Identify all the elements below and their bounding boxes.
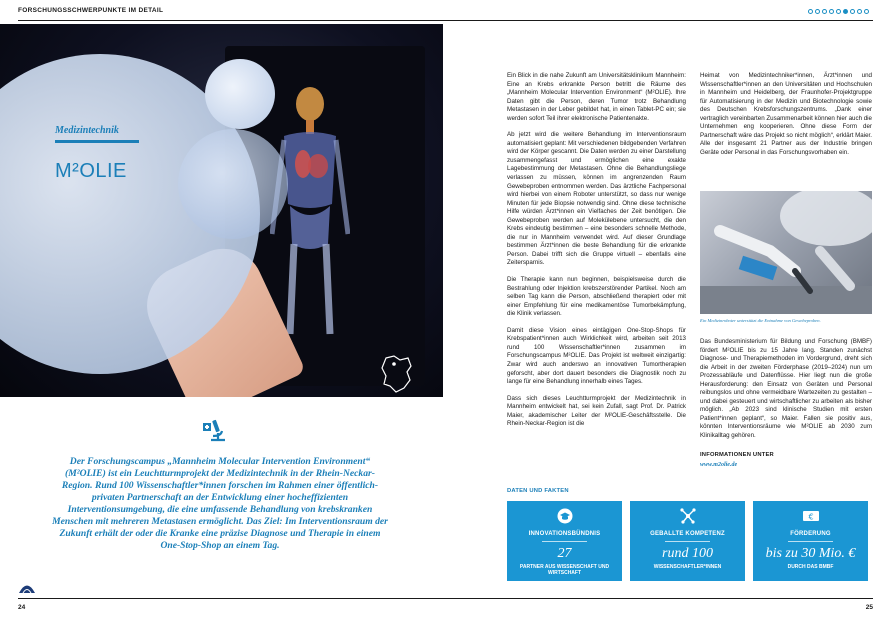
fact-box-partners — [507, 501, 622, 581]
fact-value: bis zu 30 Mio. € — [765, 546, 856, 561]
fact-box-funding — [753, 501, 868, 581]
svg-text:€: € — [807, 512, 814, 522]
page-dot — [864, 9, 869, 14]
decorative-circle — [178, 129, 288, 239]
graduation-cap-icon — [557, 508, 573, 524]
paragraph: Dass sich dieses Leuchtturmprojekt der Medizintechnik in Mannheim entwickelt hat, sei kein Zufall, sagt Prof. Dr. Patrick Maier, akademischer Leiter der M²OLIE-Geschäftsstelle. Die Rhein-Neckar-Region ist die — [507, 394, 686, 428]
region-map-icon — [380, 354, 414, 394]
paragraph: Heimat von Medizintechniker*innen, Ärzt*innen und Wissenschaftler*innen an den Universitäten und Hochschulen in Mannheim und Heidelberg, der Fraunhofer-Projektgruppe für Automatisierung in der Medizin und Biotechnologie sowie des Deutschen Krebsforschungszentrums. „Dank einer vertraglich vereinbarten Zusammenarbeit können hier auch die Unternehmen eng kooperieren. Ohne diese Form der Partnerschaft wäre das Projekt so nicht möglich“, erklärt Maier. Alle der insgesamt 21 Partner aus der Industrie bringen Geräte oder Personal in das Forschungsvorhaben ein. — [700, 72, 872, 156]
decorative-circle — [205, 59, 275, 129]
section-title: FORSCHUNGSSCHWERPUNKTE IM DETAIL — [18, 7, 164, 14]
microscope-icon — [201, 418, 227, 444]
paragraph: Das Bundesministerium für Bildung und Forschung (BMBF) fördert M²OLIE bis zu 15 Jahre lang. Standen zunächst Diagnose- und Therapiemethoden im Vordergrund, dreht sich die Arbeit in der zweiten Förderphase (2019–2024) nun um Prozessabläufe und Datenflüsse. Hier liegt nun die große Herausforderung: den Einsatz von Geräten und Personal reibungslos und ohne vermeidbare Wartezeiten zu gestalten – und dabei gesteuert und wirtschaftlicher zu arbeiten als bisher möglich. „Ab 2023 sind klinische Studien mit ersten Patient*innen geplant“, so Maier. Fallen sie positiv aus, könnten Interventionsräume wie M²OLIE ab 2030 zum Klinikalltag gehören. — [700, 338, 872, 440]
page-dot — [836, 9, 841, 14]
footer-rule — [18, 598, 873, 599]
page-dot-active — [843, 9, 848, 14]
fact-value: 27 — [557, 546, 572, 561]
fact-label: GEBALLTE KOMPETENZ — [650, 531, 725, 537]
network-icon — [680, 508, 696, 524]
page-indicator — [808, 9, 869, 14]
text-column-2 — [700, 72, 872, 165]
anatomy-scan-image — [270, 84, 350, 344]
fact-rule — [542, 541, 587, 542]
page-dot — [857, 9, 862, 14]
page-number-left: 24 — [18, 604, 26, 611]
page-dot — [815, 9, 820, 14]
fact-subtext: DURCH DAS BMBF — [787, 564, 834, 570]
paragraph: Damit diese Vision eines eintägigen One-Stop-Shops für Krebspatient*innen auch Wirklichkeit wird, arbeiten seit 2013 rund 100 Wissenschaftler*innen zusammen im Forschungscampus M²OLIE. Das Projekt ist weltweit einzigartig: Zwar wird auch anderswo an innovativen Tumortherapien geforscht, aber dort dauert besonders die Diagnostik noch zu lange für eine Behandlung innerhalb eines Tages. — [507, 326, 686, 386]
header-rule — [18, 20, 873, 21]
kicker: Medizintechnik — [55, 125, 119, 136]
fact-label: INNOVATIONSBÜNDNIS — [528, 531, 601, 537]
fact-subtext: WISSENSCHAFTLER*INNEN — [653, 564, 722, 570]
kicker-rule — [55, 140, 139, 143]
publisher-logo-icon — [18, 582, 36, 594]
fact-value: rund 100 — [662, 546, 713, 561]
page-dot — [808, 9, 813, 14]
page-dot — [822, 9, 827, 14]
paragraph: Ab jetzt wird die weitere Behandlung im Interventionsraum automatisiert geplant: Mit verschiedenen bildgebenden Verfahren wird der Körper gescannt. Die Daten werden zu einer Darstellung zusammengefasst und ermöglichen eine exakte Lagebestimmung der Metastasen. Ohne die Behandlungsliege verlassen zu müssen, können im angrenzenden Raum Gewebeproben entnommen werden. Das ärztliche Fachpersonal wird hierbei von einem Roboter unterstützt, so dass nur wenige Minuten für jede Biopsie notwendig sind. Ohne diese technische Hilfe würden Ärzt*innen ein Vielfaches der Zeit benötigen. Die Gewebeproben werden auf Molekülebene untersucht, die den Krebs eindeutig bestimmen – eine besonders schnelle Methode, die nur in Mannheim verwendet wird. Auf dieser Grundlage bestimmen Ärzt*innen die beste Behandlung für die erkrankte Person. Dabei trifft sich die Gruppe virtuell – ebenfalls eine Zeitersparnis. — [507, 131, 686, 267]
intro-text: Der Forschungscampus „Mannheim Molecular Intervention Environment“ (M²OLIE) ist ein Leuchtturmprojekt der Medizintechnik in der Rhein-Neckar-Region. Rund 100 Wissenschaftler*innen forschen im Rahmen einer öffentlich-privaten Partnerschaft an der Entwicklung einer hocheffizienten Interventionsumgebung, die eine umfassende Behandlung von krebskranken Menschen mit mehreren Metastasen ermöglicht. Das Ziel: Im Interventionsraum der Zukunft erhält der oder die Kranke eine präzise Diagnose und Therapie in einem One-Stop-Shop an einem Tag. — [52, 456, 388, 551]
info-heading: INFORMATIONEN UNTER — [700, 452, 774, 458]
fact-subtext: PARTNER AUS WISSENSCHAFT UND WIRTSCHAFT — [519, 564, 610, 576]
facts-heading: DATEN UND FAKTEN — [507, 488, 569, 494]
article-title: M²OLIE — [55, 160, 127, 182]
page-number-right: 25 — [865, 604, 873, 611]
text-column-1 — [507, 72, 686, 437]
fact-label: FÖRDERUNG — [790, 531, 831, 537]
hero-photo — [0, 24, 443, 397]
paragraph: Die Therapie kann nun beginnen, beispielsweise durch die Bestrahlung oder Injektion krebszerstörender Partikel. Noch am selben Tag kann die Person, abschließend therapiert oder mit einer Empfehlung für eine medikamentöse Tumorbekämpfung, die Klinik verlassen. — [507, 276, 686, 318]
robot-photo — [700, 191, 872, 314]
page-dot — [829, 9, 834, 14]
fact-rule — [788, 541, 833, 542]
photo-caption: Ein Medizinroboter unterstützt die Entnahme von Gewebeproben. — [700, 318, 821, 323]
page-dot — [850, 9, 855, 14]
fact-rule — [665, 541, 710, 542]
fact-box-competence — [630, 501, 745, 581]
info-link[interactable]: www.m2olie.de — [700, 462, 738, 468]
euro-icon — [802, 508, 820, 524]
paragraph: Ein Blick in die nahe Zukunft am Universitätsklinikum Mannheim: Eine an Krebs erkrankte Person betritt die Räume des „Mannheim Molecular Intervention Environment“ (M²OLIE). Ihre Daten gibt die Person, deren Tumor trotz Behandlung Metastasen in der Leber gebildet hat, in einen Tablet-PC ein; sie werden sofort Teil ihrer elektronische Patientenakte. — [507, 72, 686, 122]
robot-arm-image — [700, 191, 872, 314]
text-column-2-lower — [700, 338, 872, 449]
